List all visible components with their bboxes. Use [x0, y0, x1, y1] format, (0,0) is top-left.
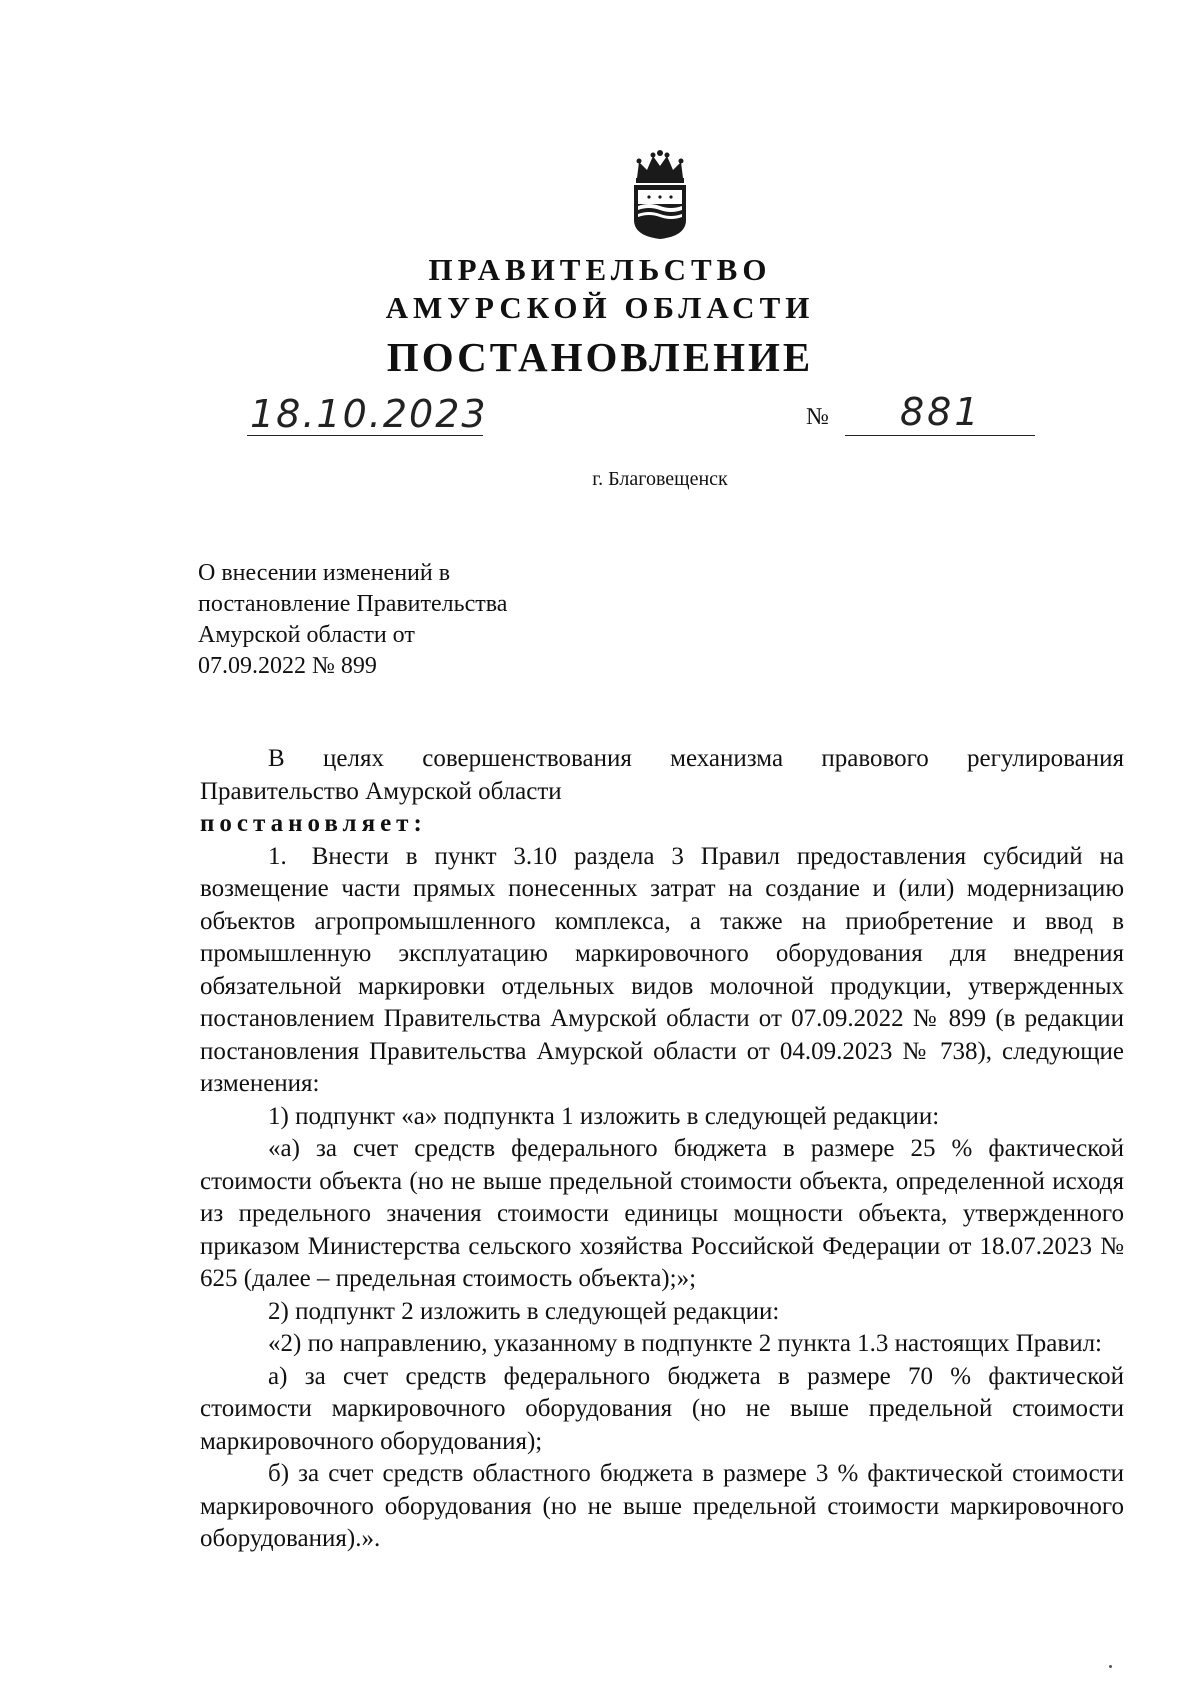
subitem-1-paragraph: 1) подпункт «а» подпункта 1 изложить в следующей редакции: — [268, 1102, 940, 1130]
subject-line: Амурской области от — [198, 622, 415, 648]
scan-speck — [1109, 1665, 1112, 1668]
document-subject — [198, 558, 598, 682]
document-type-title: ПОСТАНОВЛЕНИЕ — [386, 334, 814, 380]
subitem-2a-paragraph: а) за счет средств федерального бюджета в размере 70 % фактической стоимости маркировочного оборудования (но не выше предельной стоимости маркировочного оборудования); — [200, 1362, 1124, 1455]
resolves-word: постановляет: — [200, 810, 427, 837]
document-date: 18.10.2023 — [250, 392, 488, 436]
subject-line: постановление Правительства — [198, 591, 508, 617]
number-underline — [845, 435, 1035, 436]
intro-paragraph: В целях совершенствования механизма правового регулирования Правительство Амурской области — [200, 745, 1124, 805]
region-title: АМУРСКОЙ ОБЛАСТИ — [385, 290, 815, 325]
document-body — [200, 743, 1124, 1556]
city: г. Благовещенск — [592, 468, 728, 490]
subitem-2-paragraph: 2) подпункт 2 изложить в следующей редакции: — [268, 1297, 780, 1325]
document-number: 881 — [900, 390, 982, 434]
coat-of-arms-icon — [629, 150, 691, 240]
subitem-2b-paragraph: б) за счет средств областного бюджета в размере 3 % фактической стоимости маркировочного оборудования (но не выше предельной стоимости маркировочного оборудования).». — [200, 1460, 1124, 1552]
subject-line: О внесении изменений в — [198, 560, 451, 586]
number-label: № — [806, 404, 829, 430]
resolves-paragraph — [200, 808, 1124, 841]
subject-line: 07.09.2022 № 899 — [198, 653, 377, 679]
government-title: ПРАВИТЕЛЬСТВО — [428, 252, 772, 287]
subitem-1-text-paragraph: «а) за счет средств федерального бюджета в размере 25 % фактической стоимости объекта (но не выше предельной стоимости объекта, определенной исходя из предельного значения стоимости единицы мощности объекта, утвержденного приказом Министерства сельского хозяйства Российской Федерации от 18.07.2023 № 625 (далее – предельная стоимость объекта);»; — [200, 1135, 1124, 1292]
date-underline — [247, 435, 483, 436]
item-1-paragraph: 1. Внести в пункт 3.10 раздела 3 Правил предоставления субсидий на возмещение части прямых понесенных затрат на создание и (или) модернизацию объектов агропромышленного комплекса, а также на приобретение и ввод в промышленную эксплуатацию маркировочного оборудования для внедрения обязательной маркировки отдельных видов молочной продукции, утвержденных постановлением Правительства Амурской области от 07.09.2022 № 899 (в редакции постановления Правительства Амурской области от 04.09.2023 № 738), следующие изменения: — [200, 842, 1124, 1097]
subitem-2-text-paragraph: «2) по направлению, указанному в подпункте 2 пункта 1.3 настоящих Правил: — [268, 1330, 1102, 1357]
